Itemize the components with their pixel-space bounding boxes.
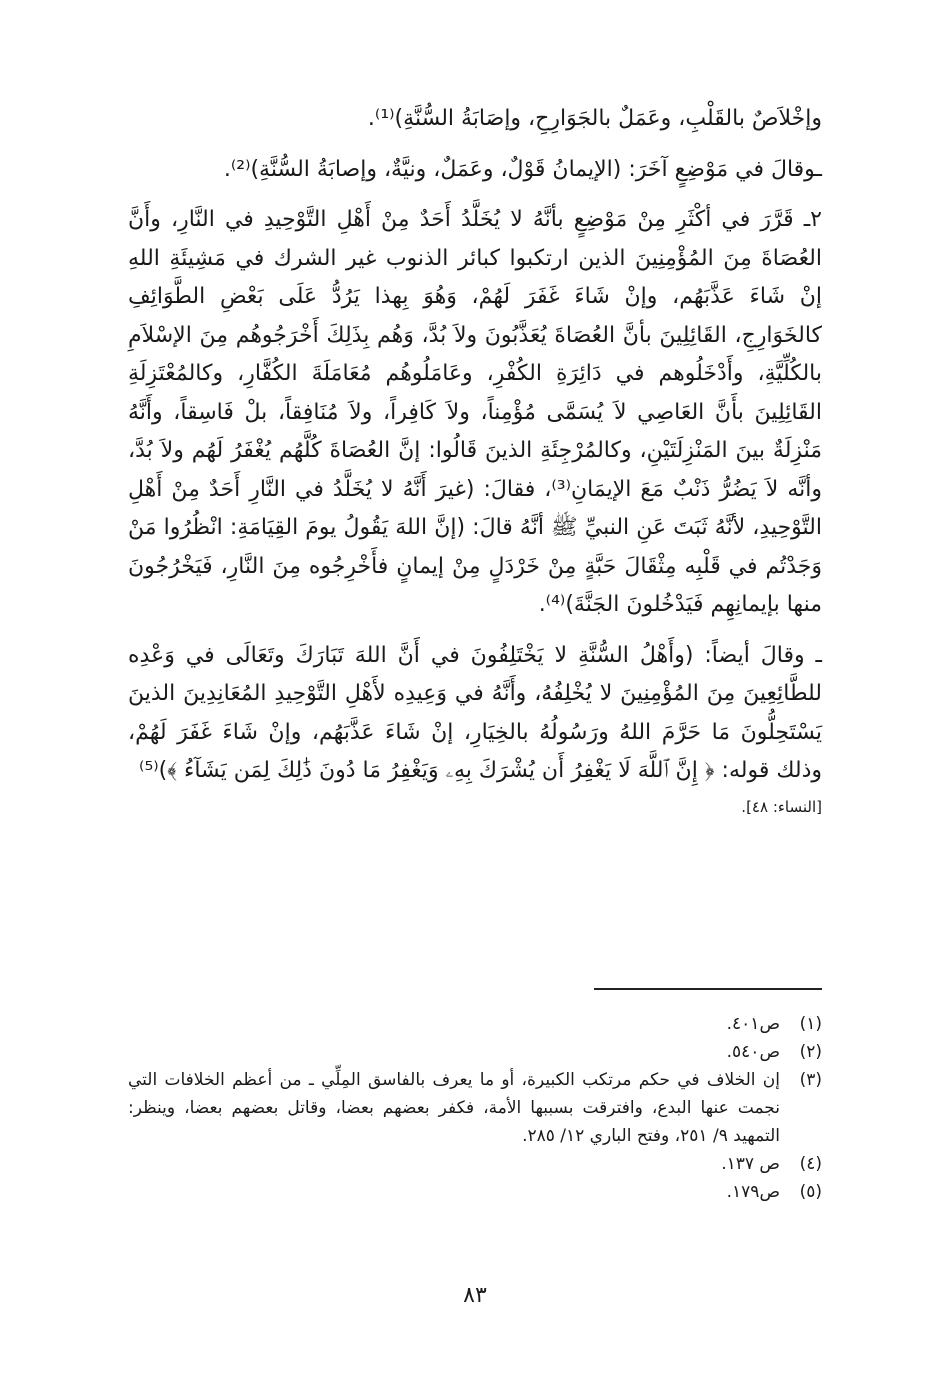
footnote-item: [128, 1066, 822, 1150]
footnote-text: ص٥٤٠.: [726, 1042, 780, 1062]
footnote-item: [128, 1178, 822, 1206]
footnote-number: (٤): [799, 1154, 822, 1174]
paragraph-point-two: ٢ـ قَرَّرَ في أكْثَرِ مِنْ مَوْضِعٍ بأنَّهُ لا يُخَلَّدُ أَحَدٌ مِنْ أَهْلِ التَّوْحِيدِ في النَّارِ، وأَنَّ العُصَاةَ مِنَ المُؤْمِنِينَ الذين ارتكبوا كبائر الذنوب غير الشرك في مَشِيئَةِ اللهِ إنْ شَاءَ عَذَّبَهُم، وإنْ شَاءَ غَفَرَ لَهُمْ، وَهُوَ بِهذا يَرُدُّ عَلَى بَعْضِ الطَّوَائِفِ كالخَوَارِجِ، القَائِلِينَ بأنَّ العُصَاةَ يُعَذَّبُونَ ولاَ بُدَّ، وَهُم بِذَلِكَ أَخْرَجُوهُم مِنَ الإسْلاَمِ بالكُلِّيَّةِ، وأَدْخَلُوهم في دَائِرَةِ الكُفْرِ، وعَامَلُوهُم مُعَامَلَةَ الكُفَّارِ، وكالمُعْتَزِلَةِ القَائِلِينَ بأَنَّ العَاصِي لاَ يُسَمَّى مُؤْمِناً، ولاَ كَافِراً، ولاَ مُنَافِقاً، بلْ فَاسِقاً، وأَنَّهُ مَنْزِلَةٌ بينَ المَنْزِلَتَيْنِ، وكالمُرْجِئَةِ الذينَ قَالُوا: إنَّ العُصَاةَ كُلَّهُم يُغْفَرُ لَهُم ولاَ بُدَّ، وأنَّه لاَ يَضُرُّ ذَنْبٌ مَعَ الإيمَانِ⁽³⁾، فقالَ: (غيرَ أَنَّهُ لا يُخَلَّدُ في النَّارِ أَحَدٌ مِنْ أَهْلِ التَّوْحِيدِ، لأنَّهُ ثَبَتَ عَنِ النبيِّ ﷺ أنَّهُ قالَ: (إنَّ اللهَ يَقُولُ يومَ القِيَامَةِ: انْظُرُوا مَنْ وَجَدْتُم في قَلْبِه مِثْقَالَ حَبَّةٍ مِنْ خَرْدَلٍ مِنْ إيمانٍ فأَخْرِجُوه مِنَ النَّارِ، فَيَخْرُجُونَ منها بإيمانِهِم فَيَدْخُلونَ الجَنَّةَ)⁽⁴⁾.: [128, 207, 822, 617]
footnote-item: [128, 1150, 822, 1178]
paragraph-iman-definition: ـوقالَ في مَوْضِعٍ آخَرَ: (الإيمانُ قَوْلٌ، وعَمَلٌ، ونيَّةٌ، وإصابَةُ السُّنَّةِ)⁽²⁾.: [223, 156, 822, 182]
footnote-divider: [594, 988, 822, 990]
footnote-text: ص٤٠١.: [726, 1014, 780, 1034]
footnote-item: [128, 1038, 822, 1066]
page-number: ٨٣: [463, 1283, 487, 1308]
paragraph-ahl-sunnah: ـ وقالَ أيضاً: (وأَهْلُ السُّنَّةِ لا يَخْتَلِفُونَ في أَنَّ اللهَ تَبَارَكَ وتَعَالَى في وَعْدِه للطَّائِعِينَ مِنَ المُؤْمِنِينَ لا يُخْلِفُهُ، وأَنَّهُ في وَعِيدِه لأَهْلِ التَّوْحِيدِ المُعَانِدِينَ الذينَ يَسْتَحِلُّونَ مَا حَرَّمَ اللهُ ورَسُولُهُ بالخِيَارِ، إنْ شَاءَ عَذَّبَهُم، وإنْ شَاءَ غَفَرَ لَهُمْ، وذلك قوله: ﴿ إِنَّ ٱللَّهَ لَا يَغْفِرُ أَن يُشْرَكَ بِهِۦ وَيَغْفِرُ مَا دُونَ ذَٰلِكَ لِمَن يَشَآءُ ﴾)⁽⁵⁾: [128, 642, 822, 783]
footnote-number: (١): [799, 1014, 822, 1034]
footnote-text: إن الخلاف في حكم مرتكب الكبيرة، أو ما يعرف بالفاسق المِلِّي ـ من أعظم الخلافات التي نجمت عنها البدع، وافترقت بسببها الأمة، فكفر بعضهم بعضا، وقاتل بعضهم بعضا، وينظر: التمهيد ٩/ ٢٥١، وفتح الباري ١٢/ ٢٨٥.: [128, 1070, 780, 1146]
verse-reference: [النساء: ٤٨].: [741, 797, 822, 816]
footnote-number: (٥): [799, 1182, 822, 1202]
footnote-item: [128, 1010, 822, 1038]
main-text-body: [128, 100, 822, 821]
footnote-number: (٣): [799, 1070, 822, 1090]
footnote-number: (٢): [799, 1042, 822, 1062]
paragraph-continuation: وإخْلاَصٌ بالقَلْبِ، وعَمَلٌ بالجَوَارِحِ، وإصَابَةُ السُّنَّةِ)⁽¹⁾.: [367, 106, 822, 131]
footnote-text: ص١٧٩.: [726, 1182, 780, 1202]
footnotes: [128, 1010, 822, 1206]
footnote-text: ص ١٣٧.: [721, 1154, 780, 1174]
